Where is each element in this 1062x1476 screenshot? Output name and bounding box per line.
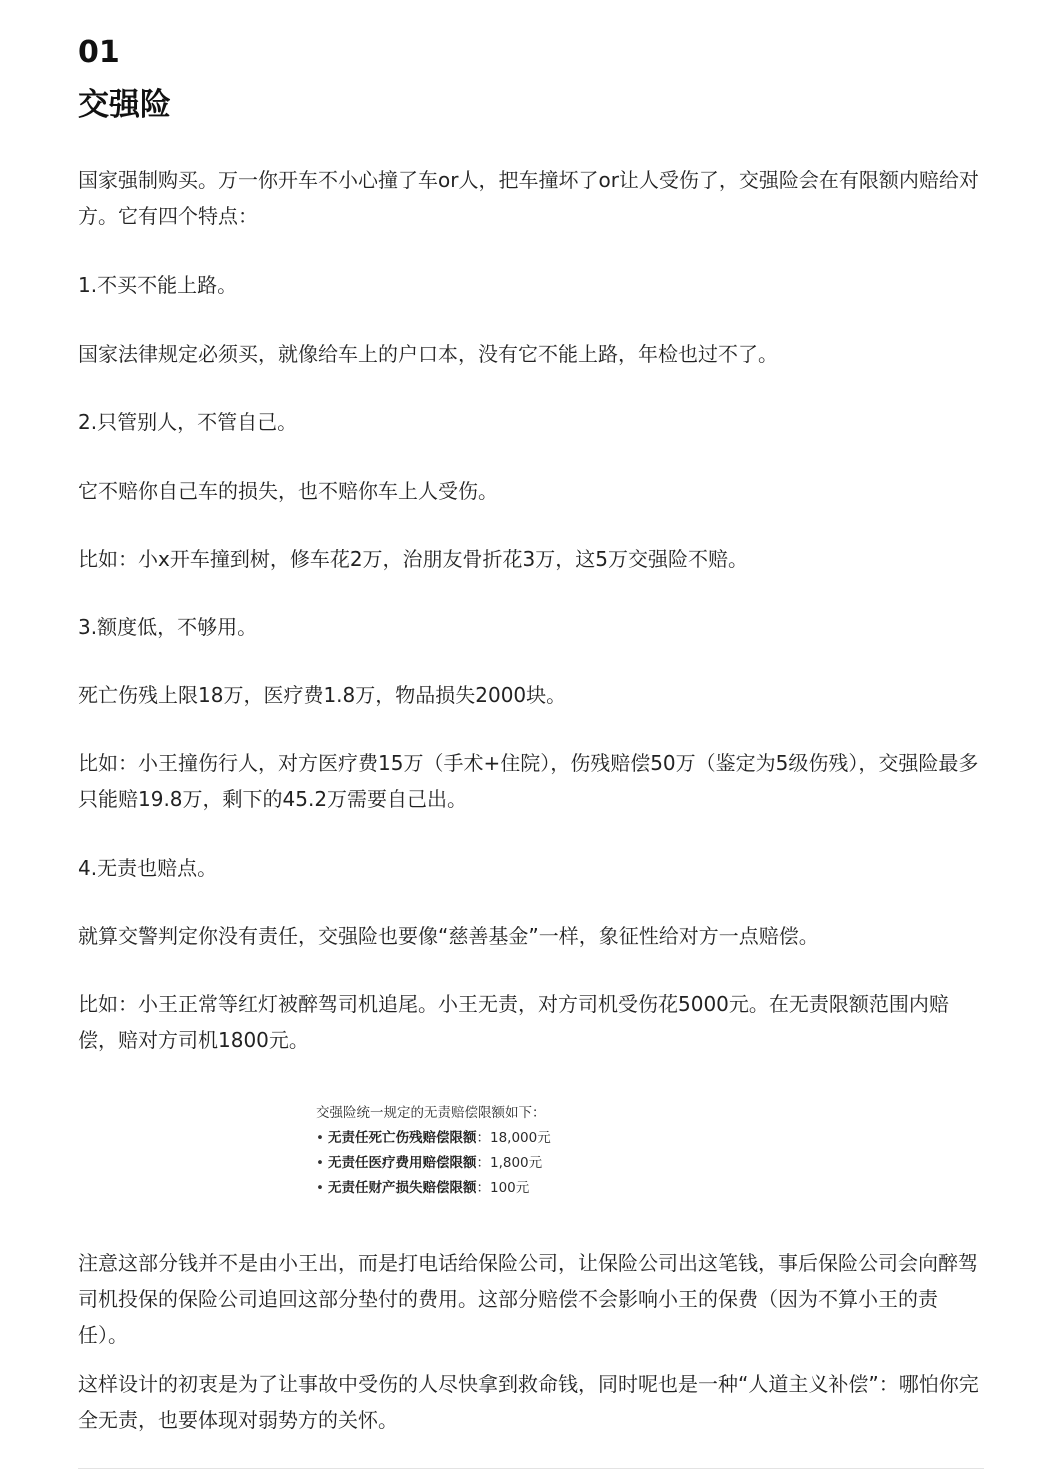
feature-2-example: 比如：小x开车撞到树，修车花2万，治朋友骨折花3万，这5万交强险不赔。 — [78, 547, 749, 571]
feature-4-heading: 4.无责也赔点。 — [78, 856, 218, 880]
feature-4-text: 就算交警判定你没有责任，交强险也要像“慈善基金”一样，象征性给对方一点赔偿。 — [78, 924, 819, 948]
no-fault-limits-title: 交强险统一规定的无责赔偿限额如下： — [316, 1105, 546, 1121]
section-title: 交强险 — [78, 87, 171, 123]
limit-label: 无责任死亡伤残赔偿限额 — [328, 1130, 477, 1146]
list-item — [316, 1176, 736, 1201]
feature-4-example: 比如：小王正常等红灯被醉驾司机追尾。小王无责，对方司机受伤花5000元。在无责限额范围内赔偿，赔对方司机1800元。 — [78, 992, 949, 1052]
design-paragraph: 这样设计的初衷是为了让事故中受伤的人尽快拿到救命钱，同时呢也是一种“人道主义补偿”：哪怕你完全无责，也要体现对弱势方的关怀。 — [78, 1372, 979, 1432]
bottom-divider — [78, 1468, 984, 1469]
feature-3-heading: 3.额度低，不够用。 — [78, 615, 258, 639]
limit-label: 无责任财产损失赔偿限额 — [328, 1180, 477, 1196]
section-number: 01 — [78, 35, 120, 70]
limit-separator: ： — [476, 1180, 490, 1196]
feature-3-example: 比如：小王撞伤行人，对方医疗费15万（手术+住院），伤残赔偿50万（鉴定为5级伤残），交强险最多只能赔19.8万，剩下的45.2万需要自己出。 — [78, 751, 979, 811]
limit-separator: ： — [476, 1155, 490, 1171]
note-paragraph: 注意这部分钱并不是由小王出，而是打电话给保险公司，让保险公司出这笔钱，事后保险公司会向醉驾司机投保的保险公司追回这部分垫付的费用。这部分赔偿不会影响小王的保费（因为不算小王的责任）。 — [78, 1251, 978, 1347]
list-item — [316, 1151, 736, 1176]
feature-1-heading: 1.不买不能上路。 — [78, 273, 238, 297]
no-fault-limits-box — [316, 1101, 736, 1201]
feature-2-text: 它不赔你自己车的损失，也不赔你车上人受伤。 — [78, 479, 498, 503]
limit-label: 无责任医疗费用赔偿限额 — [328, 1155, 477, 1171]
intro-paragraph: 国家强制购买。万一你开车不小心撞了车or人，把车撞坏了or让人受伤了，交强险会在有限额内赔给对方。它有四个特点： — [78, 168, 979, 228]
limit-separator: ： — [476, 1130, 490, 1146]
limit-value: 18,000元 — [490, 1130, 551, 1146]
no-fault-limits-list — [316, 1126, 736, 1201]
list-item — [316, 1126, 736, 1151]
bullet-icon: • — [316, 1155, 324, 1171]
feature-2-heading: 2.只管别人，不管自己。 — [78, 410, 298, 434]
limit-value: 100元 — [490, 1180, 530, 1196]
feature-1-text: 国家法律规定必须买，就像给车上的户口本，没有它不能上路，年检也过不了。 — [78, 342, 778, 366]
bullet-icon: • — [316, 1130, 324, 1146]
feature-3-text: 死亡伤残上限18万，医疗费1.8万，物品损失2000块。 — [78, 683, 567, 707]
bullet-icon: • — [316, 1180, 324, 1196]
limit-value: 1,800元 — [490, 1155, 543, 1171]
